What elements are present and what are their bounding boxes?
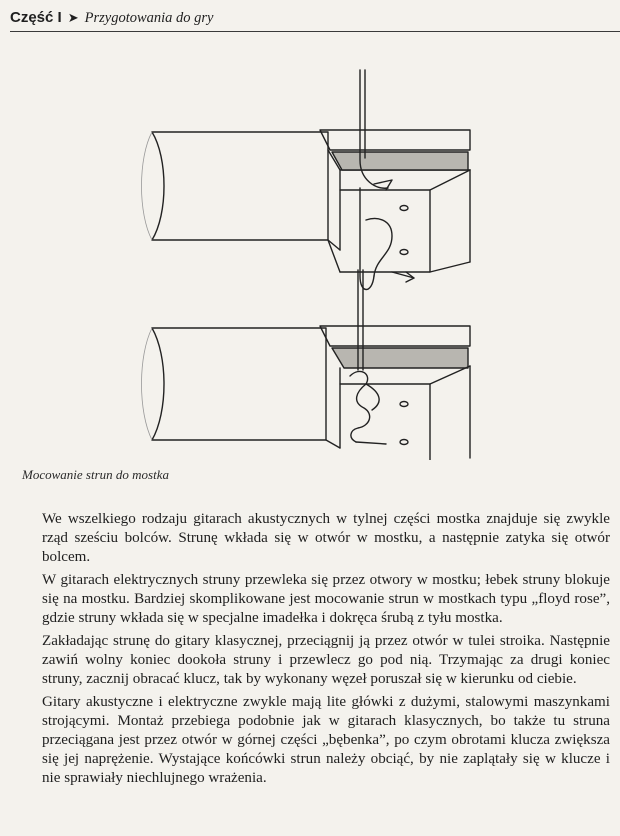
paragraph: Zakładając strunę do gitary klasycznej, przeciągnij ją przez otwór w tulei stroika. Następnie zawiń wolny koniec dookoła struny i przewlecz go pod nią. Trzymając za drugi koniec struny, zacznij obracać klucz, tak by wykonany węzeł poruszał się w kierunku od ciebie. <box>42 633 610 687</box>
string-mounting-illustration <box>0 40 620 460</box>
chapter-title: Przygotowania do gry <box>84 10 214 26</box>
body-text <box>42 510 610 792</box>
bridge-drawing-top <box>142 70 471 290</box>
arrow-icon: ➤ <box>67 10 79 25</box>
paragraph: Gitary akustyczne i elektryczne zwykle mają lite główki z dużymi, stalowymi maszynkami strojącymi. Montaż przebiega podobnie jak w gitarach klasycznych, bo także tu struna przeciągana jest przez otwór w górnej części „bębenka”, po czym obrotami klucza zwiększa się jej naprężenie. Wystające końcówki strun należy obciąć, by nie zaplątały się w klucze i nie sprawiały niechlujnego wrażenia. <box>42 694 610 786</box>
figure-caption: Mocowanie strun do mostka <box>22 467 169 482</box>
bridge-drawing-bottom <box>142 270 471 460</box>
part-label: Część I <box>10 9 62 26</box>
paragraph: We wszelkiego rodzaju gitarach akustycznych w tylnej części mostka znajduje się zwykle rząd sześciu bolców. Strunę wkłada się w otwór w mostku, a następnie zatyka się otwór bolcem. <box>42 511 610 565</box>
paragraph: W gitarach elektrycznych struny przewleka się przez otwory w mostku; łebek struny blokuje się na mostku. Bardziej skomplikowane jest mocowanie strun w mostkach typu „floyd rose”, gdzie struny wkłada się w specjalne imadełka i dokręca śrubą z tyłu mostka. <box>42 572 610 626</box>
running-header <box>10 9 620 32</box>
